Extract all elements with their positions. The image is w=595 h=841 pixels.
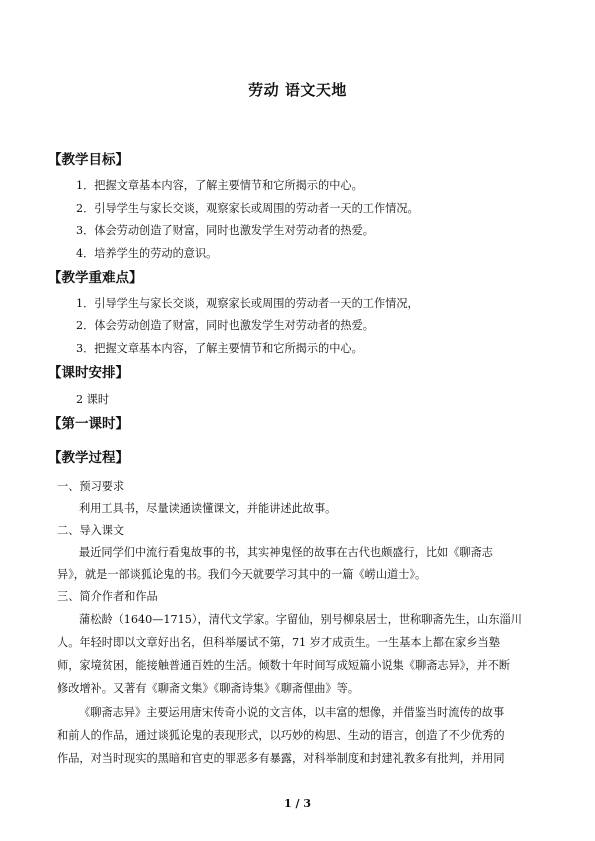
process-part2-line: 最近同学们中流行看鬼故事的书，其实神鬼怪的故事在古代也颇盛行，比如《聊斋志 — [79, 546, 493, 559]
goal-item: 4．培养学生的劳动的意识。 — [76, 247, 218, 260]
work-intro-line: 《聊斋志异》主要运用唐宋传奇小说的文言体，以丰富的想像，并借鉴当时流传的故事 — [79, 706, 505, 719]
process-part3-title: 三、简介作者和作品 — [57, 590, 158, 603]
work-intro-line: 和前人的作品，通过谈狐论鬼的表现形式，以巧妙的构思、生动的语言，创造了不少优秀的 — [57, 729, 505, 742]
page-title: 劳动 语文天地 — [248, 81, 347, 99]
key-point-item: 1．引导学生与家长交谈，观察家长或周围的劳动者一天的工作情况， — [76, 297, 419, 310]
key-point-item: 3．把握文章基本内容，了解主要情节和它所揭示的中心。 — [76, 342, 363, 355]
process-part1-title: 一、预习要求 — [57, 480, 125, 493]
author-intro-line: 师，家境贫困，能接触普通百姓的生活。倾数十年时间写成短篇小说集《聊斋志异》，并不断 — [57, 659, 511, 672]
author-intro-line: 人。年轻时即以文章好出名，但科举屡试不第，71 岁才成贡生。一生基本上都在家乡当塾 — [57, 636, 500, 649]
author-intro-line: 蒲松龄（1640—1715），清代文学家。字留仙，别号柳泉居士，世称聊斋先生，山东淄川 — [79, 613, 522, 626]
goal-item: 1．把握文章基本内容，了解主要情节和它所揭示的中心。 — [76, 179, 363, 192]
process-part1-text: 利用工具书，尽量读通读懂课文，并能讲述此故事。 — [79, 502, 337, 515]
goal-item: 2．引导学生与家长交谈，观察家长或周围的劳动者一天的工作情况。 — [76, 202, 419, 215]
author-intro-line: 修改增补。又著有《聊斋文集》《聊斋诗集》《聊斋俚曲》等。 — [57, 682, 360, 695]
schedule-text: 2 课时 — [76, 393, 110, 406]
process-part2-title: 二、导入课文 — [57, 524, 125, 537]
key-point-item: 2．体会劳动创造了财富，同时也激发学生对劳动者的热爱。 — [76, 319, 374, 332]
heading-key-points: 【教学重难点】 — [48, 270, 143, 286]
page-number: 1 / 3 — [284, 797, 311, 810]
heading-teaching-process: 【教学过程】 — [48, 450, 129, 466]
heading-teaching-goals: 【教学目标】 — [48, 152, 129, 168]
heading-first-lesson: 【第一课时】 — [48, 416, 129, 432]
goal-item: 3．体会劳动创造了财富，同时也激发学生对劳动者的热爱。 — [76, 224, 374, 237]
work-intro-line: 作品，对当时现实的黑暗和官吏的罪恶多有暴露，对科举制度和封建礼教多有批判，并用同 — [57, 752, 505, 765]
heading-schedule: 【课时安排】 — [48, 365, 129, 381]
process-part2-line: 异》，就是一部谈狐论鬼的书。我们今天就要学习其中的一篇《崂山道士》。 — [57, 568, 427, 581]
